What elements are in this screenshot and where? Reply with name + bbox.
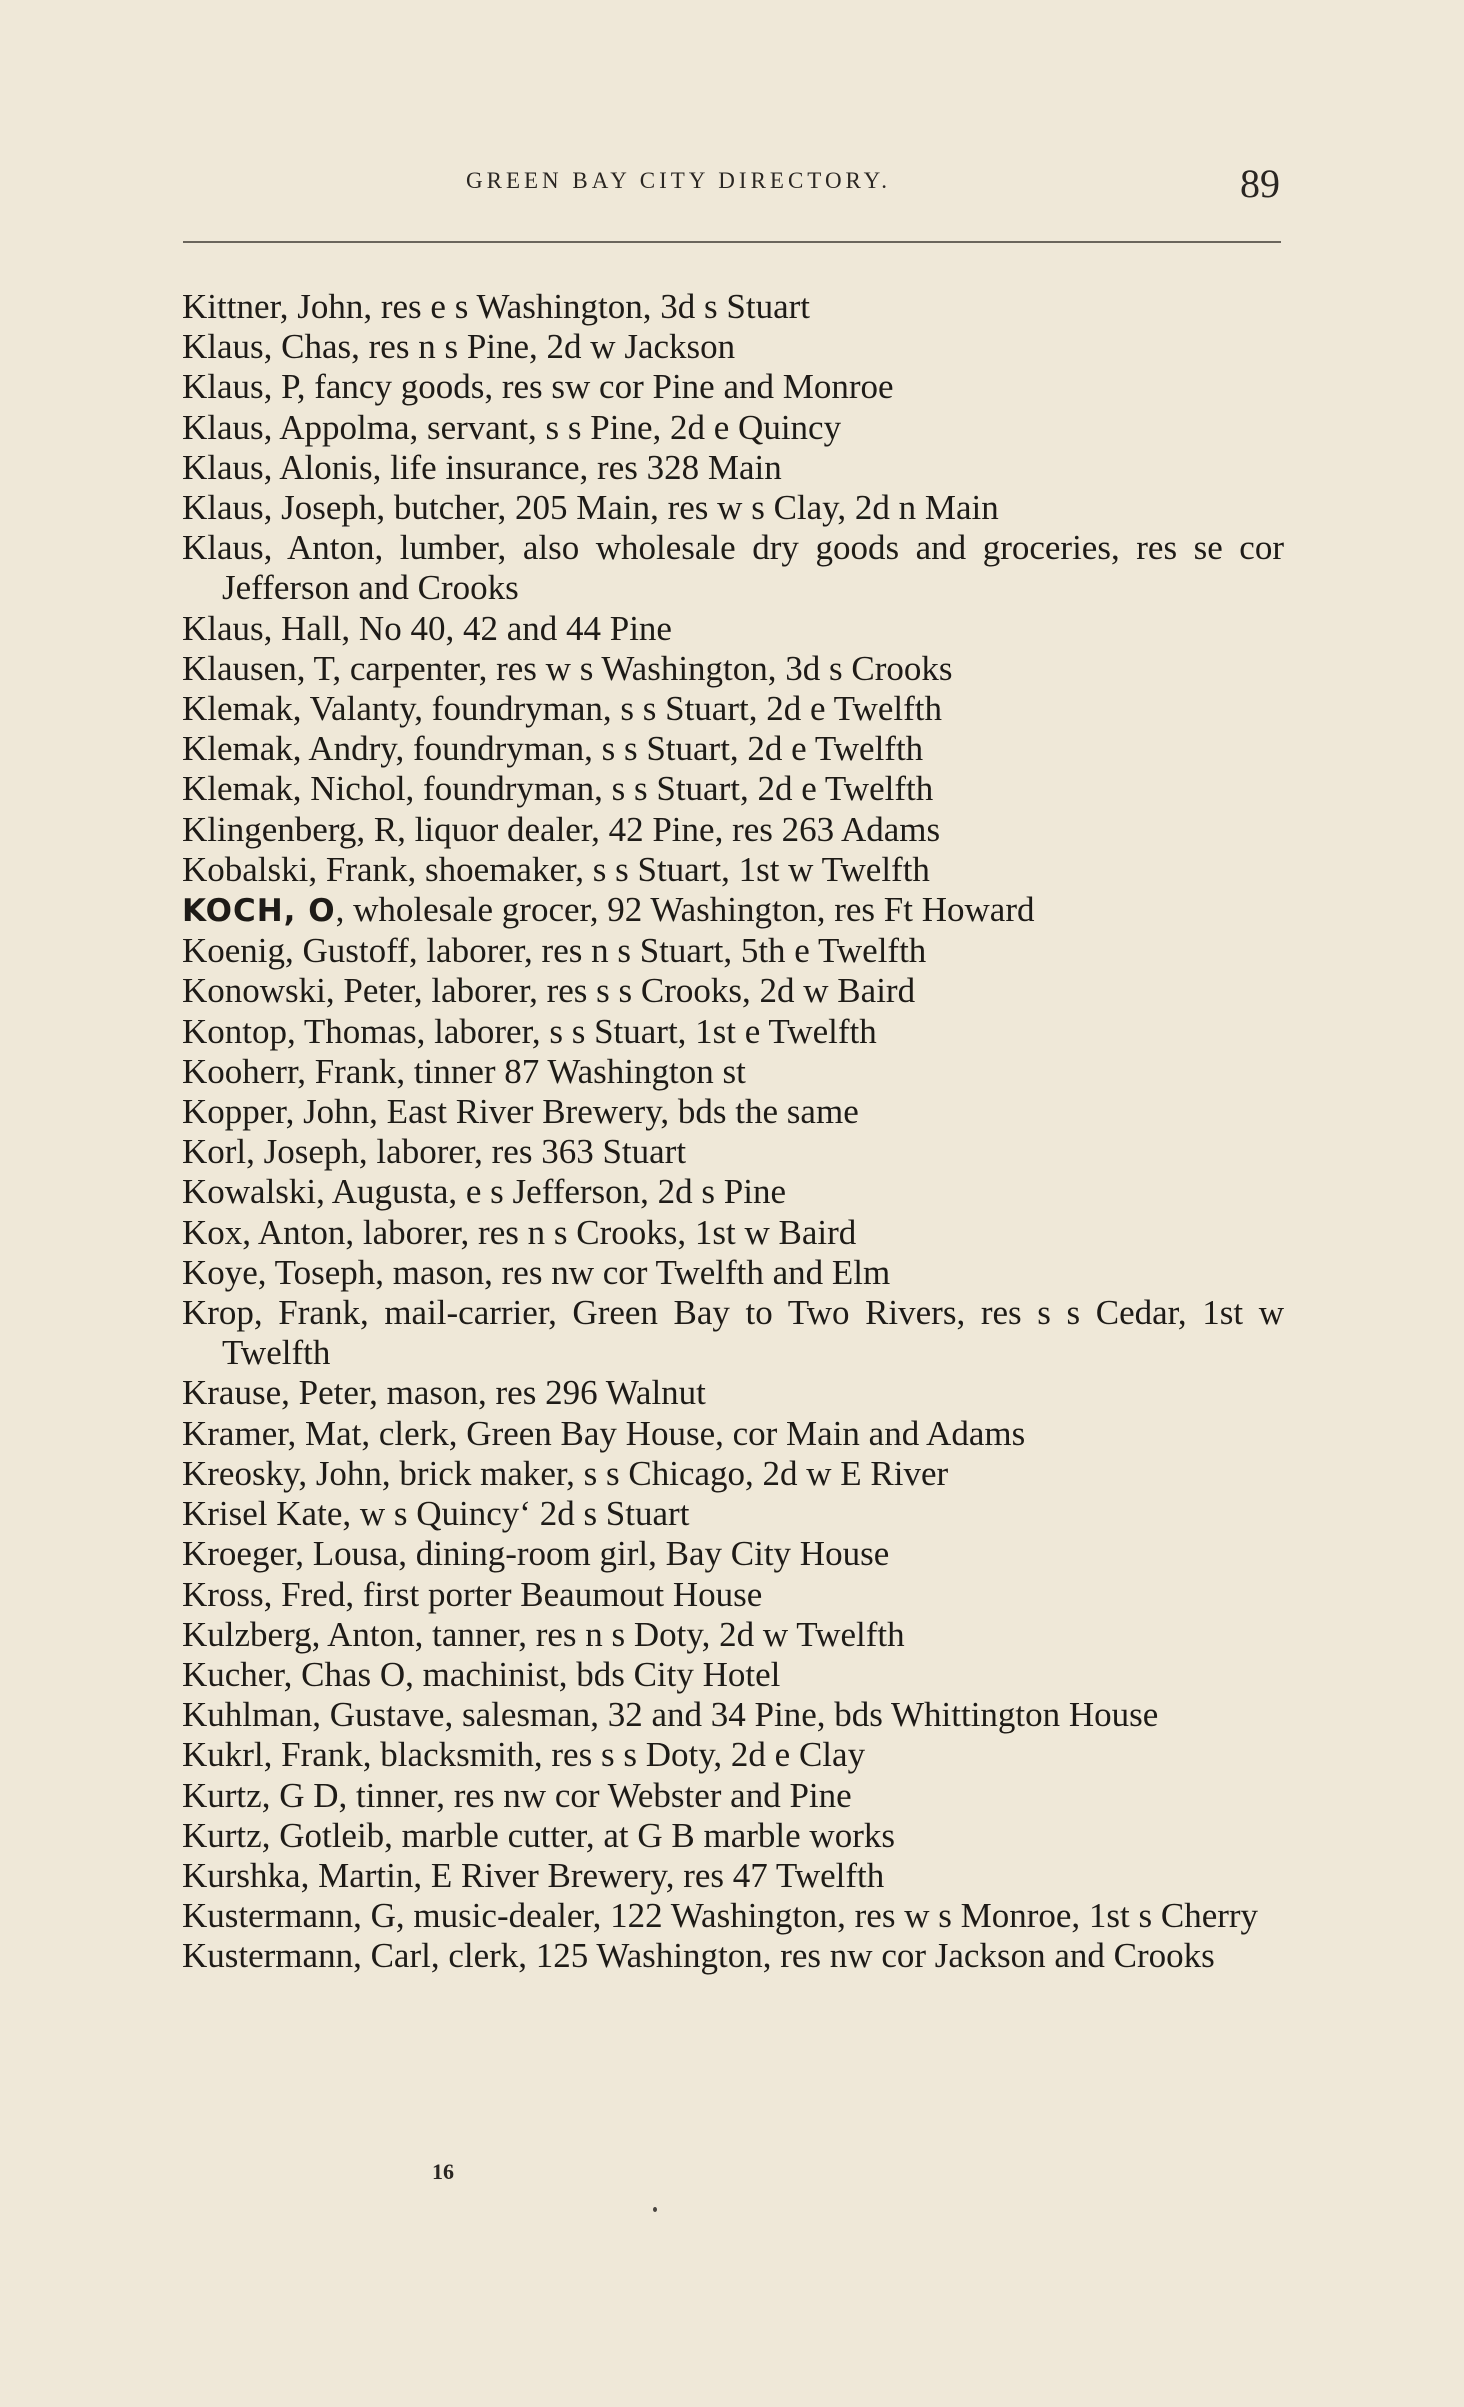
directory-entry: Kox, Anton, laborer, res n s Crooks, 1st w Baird xyxy=(182,1212,857,1252)
directory-entry: Klaus, Joseph, butcher, 205 Main, res w s Clay, 2d n Main xyxy=(182,488,999,528)
directory-entry: Kukrl, Frank, blacksmith, res s s Doty, 2d e Clay xyxy=(182,1735,866,1775)
signature-mark: 16 xyxy=(432,2159,454,2184)
directory-entry: Kittner, John, res e s Washington, 3d s Stuart xyxy=(182,287,811,326)
directory-entry: Klausen, T, carpenter, res w s Washington, 3d s Crooks xyxy=(182,648,953,688)
directory-entry: Kulzberg, Anton, tanner, res n s Doty, 2d w Twelfth xyxy=(182,1614,905,1654)
running-head xyxy=(180,160,1280,210)
directory-entry: Kuhlman, Gustave, salesman, 32 and 34 Pine, bds Whittington House xyxy=(182,1695,1159,1735)
directory-entry: Krop, Frank, mail-carrier, Green Bay to Two Rivers, res s s Cedar, 1st w Twelfth xyxy=(182,1293,1284,1373)
directory-entry: Kramer, Mat, clerk, Green Bay House, cor Main and Adams xyxy=(182,1413,1026,1453)
page-number: 89 xyxy=(1240,161,1280,206)
directory-entry: Klaus, Appolma, servant, s s Pine, 2d e Quincy xyxy=(182,407,842,447)
directory-entry: Kroeger, Lousa, dining-room girl, Bay City House xyxy=(182,1534,890,1574)
directory-entry: Krisel Kate, w s Quincy‘ 2d s Stuart xyxy=(182,1494,690,1534)
directory-entry: Kurshka, Martin, E River Brewery, res 47 Twelfth xyxy=(182,1855,885,1895)
directory-entry: Klemak, Nichol, foundryman, s s Stuart, 2d e Twelfth xyxy=(182,769,934,809)
bold-business-name: KOCH, O xyxy=(182,893,336,930)
directory-entry: Klaus, Chas, res n s Pine, 2d w Jackson xyxy=(182,327,736,367)
directory-entry: Klaus, P, fancy goods, res sw cor Pine and Monroe xyxy=(182,367,894,407)
directory-entry: Kreosky, John, brick maker, s s Chicago, 2d w E River xyxy=(182,1453,949,1493)
directory-entry: Klemak, Andry, foundryman, s s Stuart, 2d e Twelfth xyxy=(182,729,924,769)
directory-entry: Konowski, Peter, laborer, res s s Crooks, 2d w Baird xyxy=(182,971,916,1011)
directory-entry: Klemak, Valanty, foundryman, s s Stuart, 2d e Twelfth xyxy=(182,689,942,729)
directory-entry: Klaus, Anton, lumber, also wholesale dry goods and groceries, res se cor Jefferson and Crooks xyxy=(182,528,1284,608)
directory-entry: Kurtz, G D, tinner, res nw cor Webster and Pine xyxy=(182,1775,852,1815)
directory-entry: Korl, Joseph, laborer, res 363 Stuart xyxy=(182,1132,687,1172)
directory-entry: Kurtz, Gotleib, marble cutter, at G B marble works xyxy=(182,1815,895,1855)
running-title: GREEN BAY CITY DIRECTORY. xyxy=(466,168,892,193)
directory-entries xyxy=(182,287,1284,1977)
bold-entry-details: , wholesale grocer, 92 Washington, res Ft Howard xyxy=(335,890,1035,930)
directory-entry: Klaus, Alonis, life insurance, res 328 Main xyxy=(182,447,782,487)
directory-entry: Kross, Fred, first porter Beaumout House xyxy=(182,1574,763,1614)
directory-entry: Klaus, Hall, No 40, 42 and 44 Pine xyxy=(182,608,672,648)
header-rule xyxy=(183,241,1281,243)
ink-speck xyxy=(653,2207,657,2212)
directory-entry: Krause, Peter, mason, res 296 Walnut xyxy=(182,1373,706,1413)
directory-entry: Kustermann, Carl, clerk, 125 Washington, res nw cor Jackson and Crooks xyxy=(182,1936,1215,1976)
directory-entry: Klingenberg, R, liquor dealer, 42 Pine, res 263 Adams xyxy=(182,809,941,849)
directory-entry: Kopper, John, East River Brewery, bds the same xyxy=(182,1092,859,1132)
directory-entry: Kontop, Thomas, laborer, s s Stuart, 1st e Twelfth xyxy=(182,1011,877,1051)
directory-entry: Koenig, Gustoff, laborer, res n s Stuart, 5th e Twelfth xyxy=(182,931,927,971)
directory-entry: Koye, Toseph, mason, res nw cor Twelfth and Elm xyxy=(182,1252,891,1292)
directory-entry: Kucher, Chas O, machinist, bds City Hotel xyxy=(182,1654,781,1694)
directory-entry: Kobalski, Frank, shoemaker, s s Stuart, 1st w Twelfth xyxy=(182,849,930,889)
directory-entry: Kustermann, G, music-dealer, 122 Washington, res w s Monroe, 1st s Cherry xyxy=(182,1896,1259,1936)
directory-entry: Kooherr, Frank, tinner 87 Washington st xyxy=(182,1051,746,1091)
directory-entry-bold xyxy=(182,890,1284,931)
directory-entry: Kowalski, Augusta, e s Jefferson, 2d s Pine xyxy=(182,1172,787,1212)
